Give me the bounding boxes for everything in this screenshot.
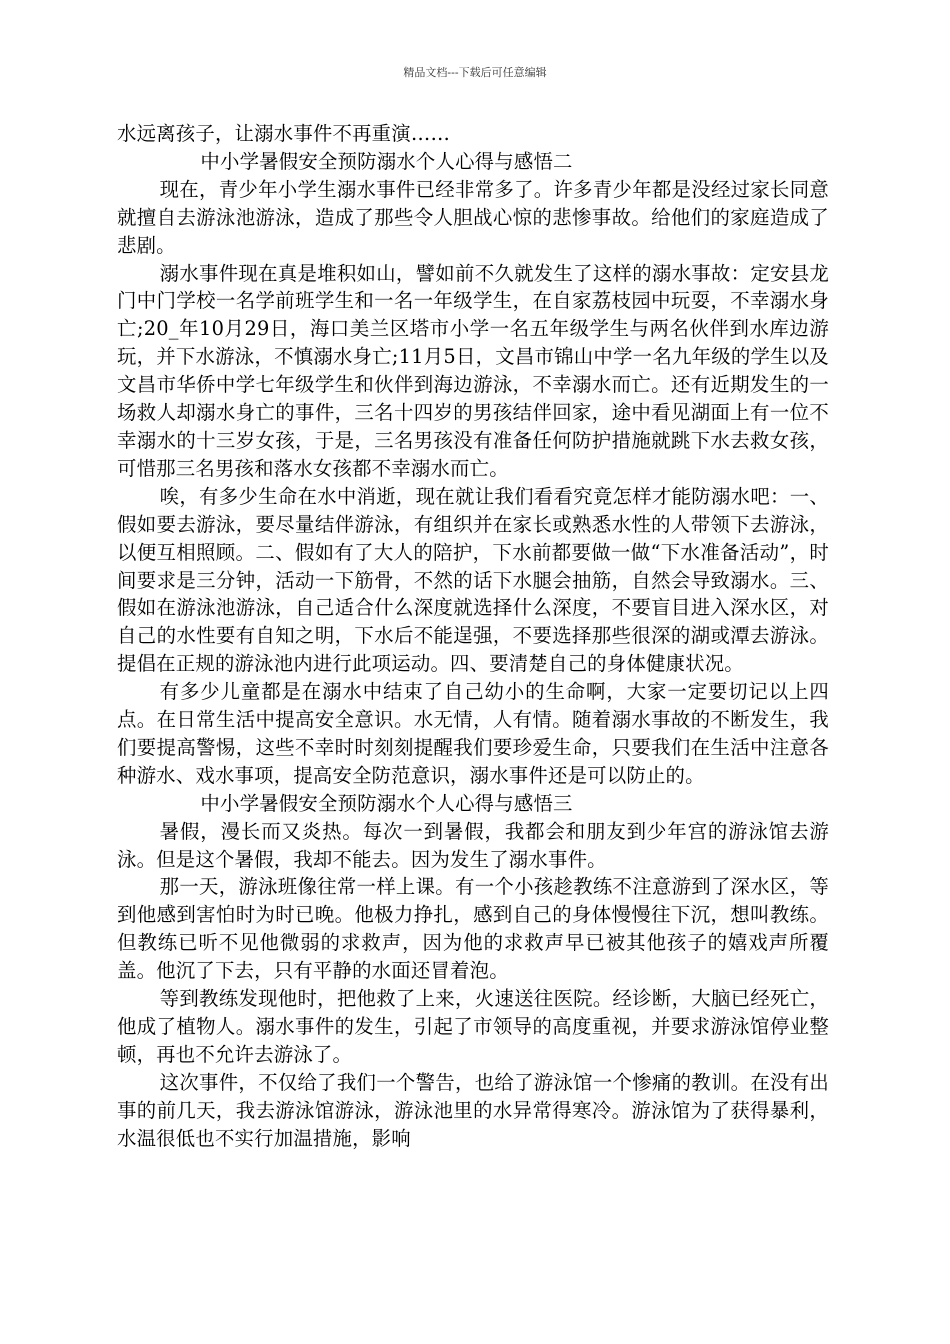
- paragraph: 溺水事件现在真是堆积如山，譬如前不久就发生了这样的溺水事故：定安县龙门中门学校一名学前班学生和一名一年级学生，在自家荔枝园中玩耍，不幸溺水身亡;20_年10月29日，海口美兰区塔市小学一名五年级学生与两名伙伴到水库边游玩，并下水游泳，不慎溺水身亡;11月5日，文昌市锦山中学一名九年级的学生以及文昌市华侨中学七年级学生和伙伴到海边游泳，不幸溺水而亡。还有近期发生的一场救人却溺水身亡的事件，三名十四岁的男孩结伴回家，途中看见湖面上有一位不幸溺水的十三岁女孩，于是，三名男孩没有准备任何防护措施就跳下水去救女孩，可惜那三名男孩和落水女孩都不幸溺水而亡。: [117, 261, 829, 480]
- paragraph-continuation: 水远离孩子，让溺水事件不再重演……: [117, 122, 451, 145]
- section-title: 中小学暑假安全预防溺水个人心得与感悟二: [200, 149, 573, 173]
- paragraph: 有多少儿童都是在溺水中结束了自己幼小的生命啊，大家一定要切记以上四点。在日常生活中提高安全意识。水无情，人有情。随着溺水事故的不断发生，我们要提高警惕，这些不幸时时刻刻提醒我们要珍爱生命，只要我们在生活中注意各种游水、戏水事项，提高安全防范意识，溺水事件还是可以防止的。: [117, 680, 829, 787]
- document-body: [117, 120, 829, 1153]
- page-header: 精品文档---下载后可任意编辑: [403, 66, 547, 79]
- paragraph: 唉，有多少生命在水中消逝，现在就让我们看看究竟怎样才能防溺水吧：一、假如要去游泳，要尽量结伴游泳，有组织并在家长或熟悉水性的人带领下去游泳，以便互相照顾。二、假如有了大人的陪护，下水前都要做一做“下水准备活动”，时间要求是三分钟，活动一下筋骨，不然的话下水腿会抽筋，自然会导致溺水。三、假如在游泳池游泳，自己适合什么深度就选择什么深度，不要盲目进入深水区，对自己的水性要有自知之明，下水后不能逞强，不要选择那些很深的湖或潭去游泳。提倡在正规的游泳池内进行此项运动。四、要清楚自己的身体健康状况。: [117, 484, 829, 676]
- paragraph: 暑假，漫长而又炎热。每次一到暑假，我都会和朋友到少年宫的游泳馆去游泳。但是这个暑假，我却不能去。因为发生了溺水事件。: [117, 819, 829, 871]
- paragraph: 那一天，游泳班像往常一样上课。有一个小孩趁教练不注意游到了深水区，等到他感到害怕时为时已晚。他极力挣扎，感到自己的身体慢慢往下沉，想叫教练。但教练已听不见他微弱的求救声，因为他的求救声早已被其他孩子的嬉戏声所覆盖。他沉了下去，只有平静的水面还冒着泡。: [117, 875, 829, 983]
- section-title: 中小学暑假安全预防溺水个人心得与感悟三: [200, 791, 573, 815]
- paragraph: 这次事件，不仅给了我们一个警告，也给了游泳馆一个惨痛的教训。在没有出事的前几天，我去游泳馆游泳，游泳池里的水异常得寒冷。游泳馆为了获得暴利，水温很低也不实行加温措施，影响: [117, 1070, 829, 1150]
- paragraph: 等到教练发现他时，把他救了上来，火速送往医院。经诊断，大脑已经死亡，他成了植物人。溺水事件的发生，引起了市领导的高度重视，并要求游泳馆停业整顿，再也不允许去游泳了。: [117, 987, 829, 1066]
- paragraph: 现在，青少年小学生溺水事件已经非常多了。许多青少年都是没经过家长同意就擅自去游泳池游泳，造成了那些令人胆战心惊的悲惨事故。给他们的家庭造成了悲剧。: [117, 177, 829, 257]
